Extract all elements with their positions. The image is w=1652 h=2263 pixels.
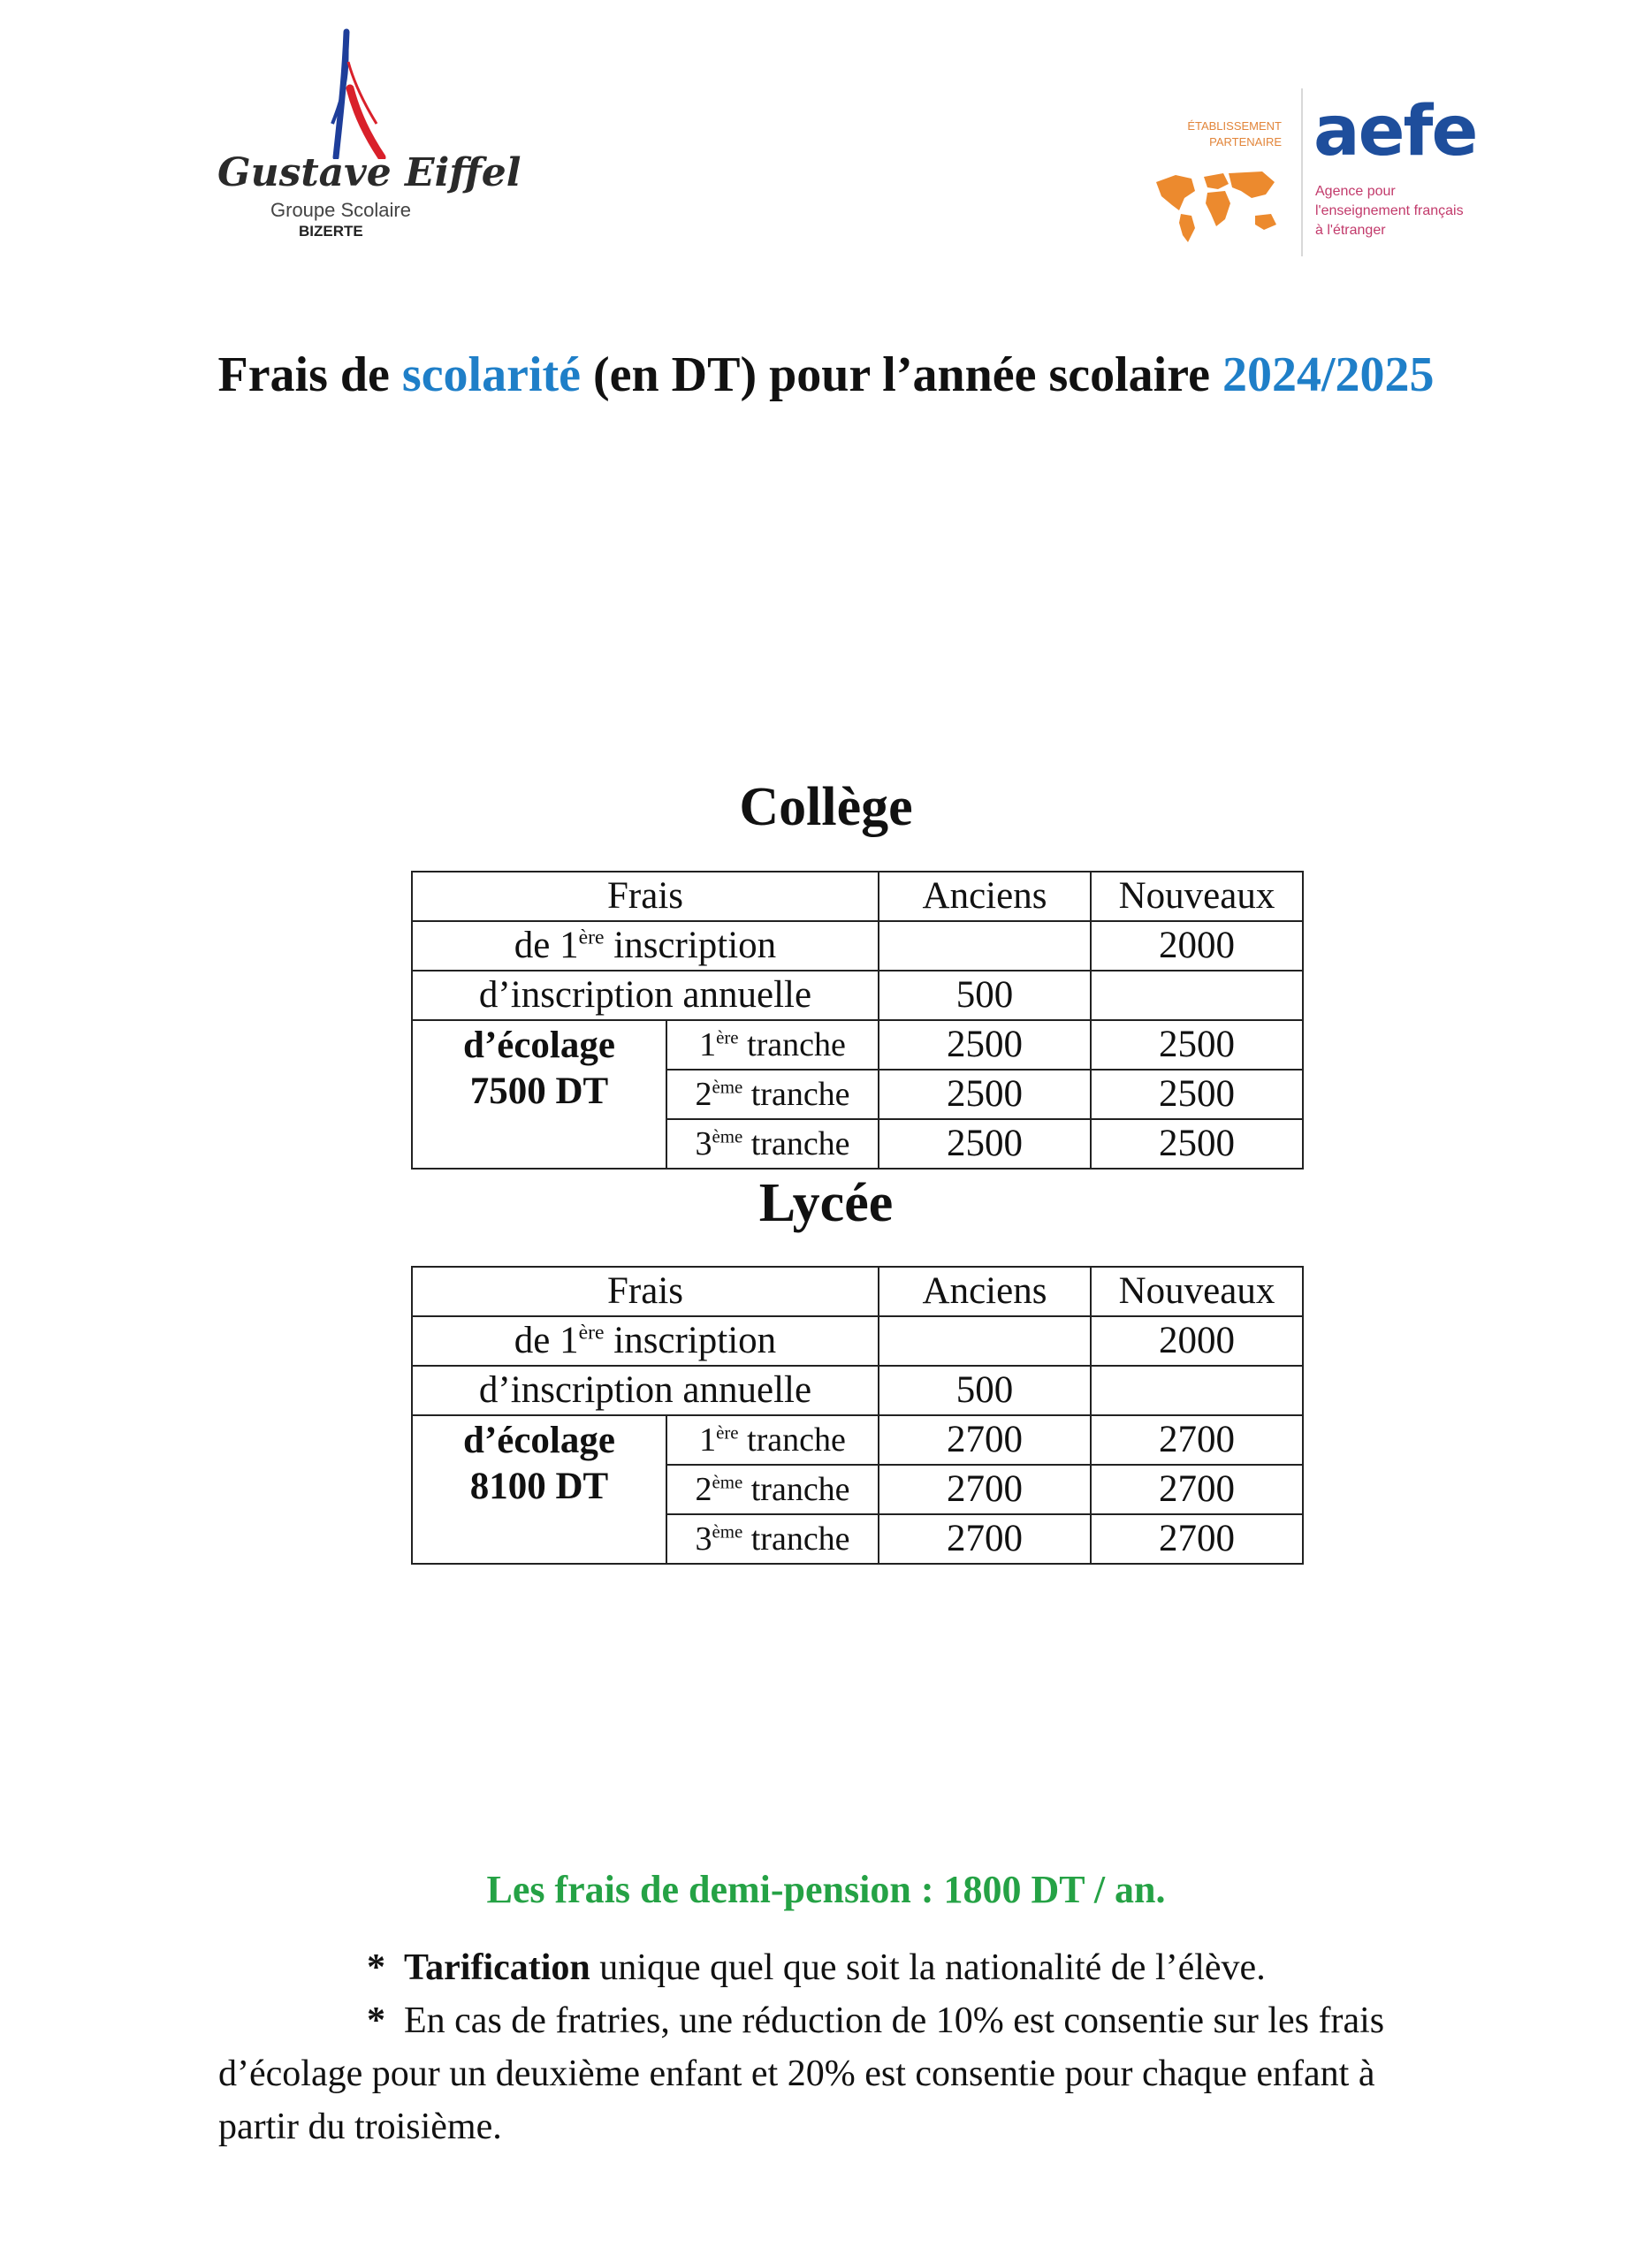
logo-divider <box>1301 88 1303 256</box>
ecolage-total: 8100 DT <box>469 1466 609 1507</box>
note-text: unique quel que soit la nationalité de l’élève. <box>590 1947 1266 1988</box>
table-row <box>412 1415 1303 1465</box>
cell-nouveaux: 2500 <box>1091 1119 1303 1169</box>
table-header-row <box>412 872 1303 921</box>
row-label-premiere-inscription: de 1ère inscription <box>412 921 879 971</box>
header-anciens: Anciens <box>879 872 1091 921</box>
partner-line-2: PARTENAIRE <box>1209 135 1282 149</box>
note-tarification <box>367 1941 1652 1994</box>
page-title <box>0 347 1652 403</box>
gustave-eiffel-logo <box>212 27 521 248</box>
cell-anciens: 2500 <box>879 1070 1091 1119</box>
cell-nouveaux <box>1091 971 1303 1020</box>
aefe-subtitle-line-3: à l'étranger <box>1315 223 1386 238</box>
eiffel-tower-icon <box>301 27 407 159</box>
bullet: * <box>367 1947 385 1988</box>
cell-nouveaux <box>1091 1366 1303 1415</box>
note-line-3: partir du troisième. <box>218 2107 502 2147</box>
cell-anciens: 2500 <box>879 1119 1091 1169</box>
table-row <box>412 1316 1303 1366</box>
aefe-subtitle-line-2: l'enseignement français <box>1315 203 1464 218</box>
lycee-title: Lycée <box>758 1173 894 1233</box>
logo-school-name: Gustave Eiffel <box>217 150 521 195</box>
tranche-label: 1ère tranche <box>666 1020 879 1070</box>
cell-anciens <box>879 1316 1091 1366</box>
row-label-premiere-inscription: de 1ère inscription <box>412 1316 879 1366</box>
header-anciens: Anciens <box>879 1267 1091 1316</box>
ecolage-label-cell <box>412 1415 666 1564</box>
ecolage-total: 7500 DT <box>469 1071 609 1112</box>
title-part-2: (en DT) pour l’année scolaire <box>581 347 1222 402</box>
cell-nouveaux: 2700 <box>1091 1465 1303 1514</box>
table-row <box>412 1366 1303 1415</box>
aefe-subtitle <box>1315 182 1464 240</box>
world-map-icon <box>1149 164 1282 244</box>
bullet: * <box>367 2000 385 2041</box>
cell-nouveaux: 2700 <box>1091 1514 1303 1564</box>
note-bold-term: Tarification <box>404 1947 590 1988</box>
lycee-fees-table <box>411 1266 1304 1565</box>
tranche-label: 3ème tranche <box>666 1119 879 1169</box>
partner-label <box>1167 118 1282 150</box>
cell-anciens: 2700 <box>879 1465 1091 1514</box>
college-title: Collège <box>739 777 913 837</box>
header-nouveaux: Nouveaux <box>1091 1267 1303 1316</box>
cell-anciens <box>879 921 1091 971</box>
table-header-row <box>412 1267 1303 1316</box>
ecolage-label-cell <box>412 1020 666 1169</box>
title-highlight-year: 2024/2025 <box>1222 347 1435 402</box>
table-row <box>412 971 1303 1020</box>
row-label-inscription-annuelle: d’inscription annuelle <box>412 971 879 1020</box>
cell-anciens: 2500 <box>879 1020 1091 1070</box>
title-highlight-scolarite: scolarité <box>401 347 582 402</box>
aefe-subtitle-line-1: Agence pour <box>1315 184 1396 199</box>
note-line-2: d’écolage pour un deuxième enfant et 20% est consentie pour chaque enfant à <box>218 2053 1375 2094</box>
cell-nouveaux: 2500 <box>1091 1020 1303 1070</box>
header-frais: Frais <box>412 872 879 921</box>
table-row <box>412 1020 1303 1070</box>
cell-nouveaux: 2000 <box>1091 1316 1303 1366</box>
title-part-1: Frais de <box>217 347 402 402</box>
cell-anciens: 2700 <box>879 1415 1091 1465</box>
header-nouveaux: Nouveaux <box>1091 872 1303 921</box>
aefe-brand: aefe <box>1313 92 1477 171</box>
row-label-inscription-annuelle: d’inscription annuelle <box>412 1366 879 1415</box>
cell-anciens: 2700 <box>879 1514 1091 1564</box>
cell-anciens: 500 <box>879 971 1091 1020</box>
cell-nouveaux: 2000 <box>1091 921 1303 971</box>
logo-group-label: Groupe Scolaire <box>270 199 411 221</box>
table-row <box>412 921 1303 971</box>
cell-nouveaux: 2700 <box>1091 1415 1303 1465</box>
note-fratries <box>218 1994 1544 2153</box>
aefe-logo <box>1149 80 1520 265</box>
tranche-label: 2ème tranche <box>666 1070 879 1119</box>
partner-line-1: ÉTABLISSEMENT <box>1187 119 1282 133</box>
ecolage-label: d’écolage <box>463 1420 615 1461</box>
logo-city: BIZERTE <box>299 223 363 240</box>
cell-nouveaux: 2500 <box>1091 1070 1303 1119</box>
demi-pension-note: Les frais de demi-pension : 1800 DT / an. <box>486 1868 1166 1911</box>
tranche-label: 3ème tranche <box>666 1514 879 1564</box>
header-frais: Frais <box>412 1267 879 1316</box>
ecolage-label: d’écolage <box>463 1025 615 1066</box>
college-fees-table <box>411 871 1304 1170</box>
tranche-label: 1ère tranche <box>666 1415 879 1465</box>
tranche-label: 2ème tranche <box>666 1465 879 1514</box>
note-line-1: En cas de fratries, une réduction de 10% est consentie sur les frais <box>404 2000 1385 2041</box>
cell-anciens: 500 <box>879 1366 1091 1415</box>
